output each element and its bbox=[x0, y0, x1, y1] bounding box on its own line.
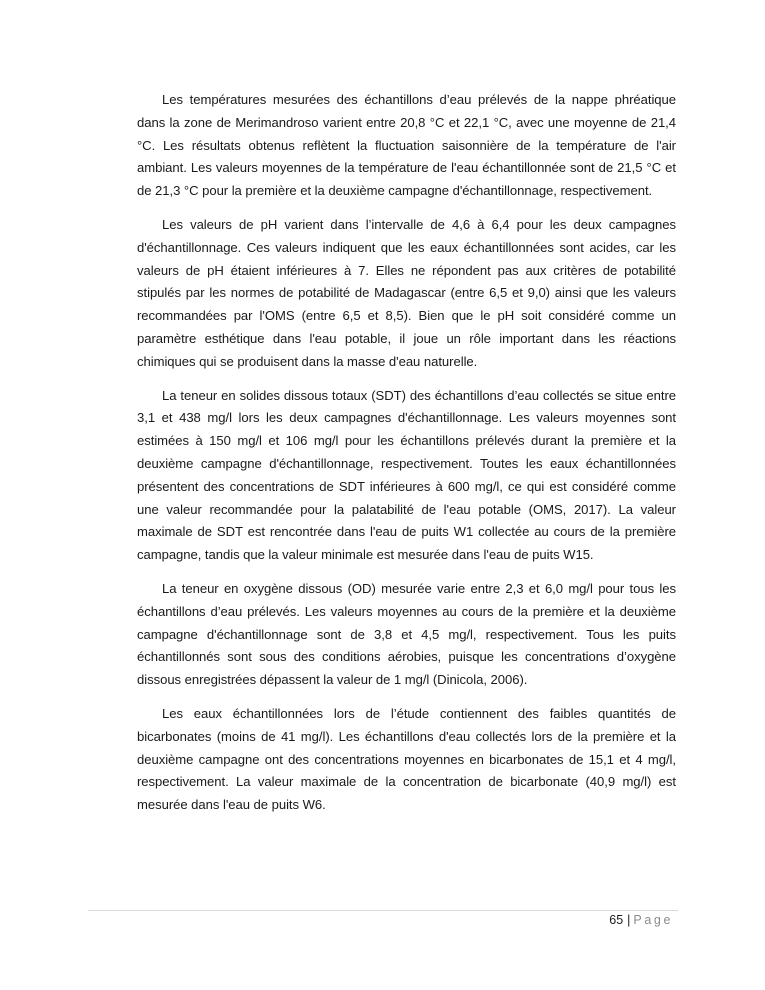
page-number: 65 bbox=[609, 913, 624, 927]
page-label: Page bbox=[633, 913, 673, 927]
footer-separator: | bbox=[627, 913, 631, 927]
paragraph-ph: Les valeurs de pH varient dans l’intervalle de 4,6 à 6,4 pour les deux campagnes d'échantillonnage. Ces valeurs indiquent que les eaux échantillonnées sont acides, car les valeurs de pH étaient inférieures à 7. Elles ne répondent pas aux critères de potabilité stipulés par les normes de potabilité de Madagascar (entre 6,5 et 9,0) ainsi que les valeurs recommandées par l'OMS (entre 6,5 et 8,5). Bien que le pH soit considéré comme un paramètre esthétique dans l'eau potable, il joue un rôle important dans les réactions chimiques qui se produisent dans la masse d'eau naturelle. bbox=[137, 216, 676, 369]
paragraph-oxygen: La teneur en oxygène dissous (OD) mesurée varie entre 2,3 et 6,0 mg/l pour tous les échantillons d’eau prélevés. Les valeurs moyennes au cours de la première et la deuxième campagne d'échantillonnage sont de 3,8 et 4,5 mg/l, respectivement. Tous les puits échantillonnés sont sous des conditions aérobies, puisque les concentrations d’oxygène dissous enregistrées dépassent la valeur de 1 mg/l (Dinicola, 2006). bbox=[137, 580, 676, 688]
paragraph-sdt: La teneur en solides dissous totaux (SDT) des échantillons d’eau collectés se situe entre 3,1 et 438 mg/l lors les deux campagnes d'échantillonnage. Les valeurs moyennes sont estimées à 150 mg/l et 106 mg/l pour les échantillons prélevés durant la première et la deuxième campagne d'échantillonnage, respectivement. Toutes les eaux échantillonnées présentent des concentrations de SDT inférieures à 600 mg/l, ce qui est considéré comme une valeur recommandée pour la palatabilité de l'eau potable (OMS, 2017). La valeur maximale de SDT est rencontrée dans l'eau de puits W1 collectée au cours de la première campagne, tandis que la valeur minimale est mesurée dans l'eau de puits W15. bbox=[137, 387, 676, 563]
document-body bbox=[137, 89, 676, 828]
footer-divider bbox=[88, 910, 678, 911]
paragraph-temperature: Les températures mesurées des échantillons d’eau prélevés de la nappe phréatique dans la zone de Merimandroso varient entre 20,8 °C et 22,1 °C, avec une moyenne de 21,4 °C. Les résultats obtenus reflètent la fluctuation saisonnière de la température de l'air ambiant. Les valeurs moyennes de la température de l'eau échantillonnée sont de 21,5 °C et de 21,3 °C pour la première et la deuxième campagne d'échantillonnage, respectivement. bbox=[137, 92, 676, 199]
page-footer bbox=[609, 913, 673, 927]
paragraph-bicarbonate: Les eaux échantillonnées lors de l’étude contiennent des faibles quantités de bicarbonates (moins de 41 mg/l). Les échantillons d'eau collectés lors de la première et la deuxième campagne ont des concentrations moyennes en bicarbonates de 15,1 et 4 mg/l, respectivement. La valeur maximale de la concentration de bicarbonate (40,9 mg/l) est mesurée dans l'eau de puits W6. bbox=[137, 705, 676, 813]
